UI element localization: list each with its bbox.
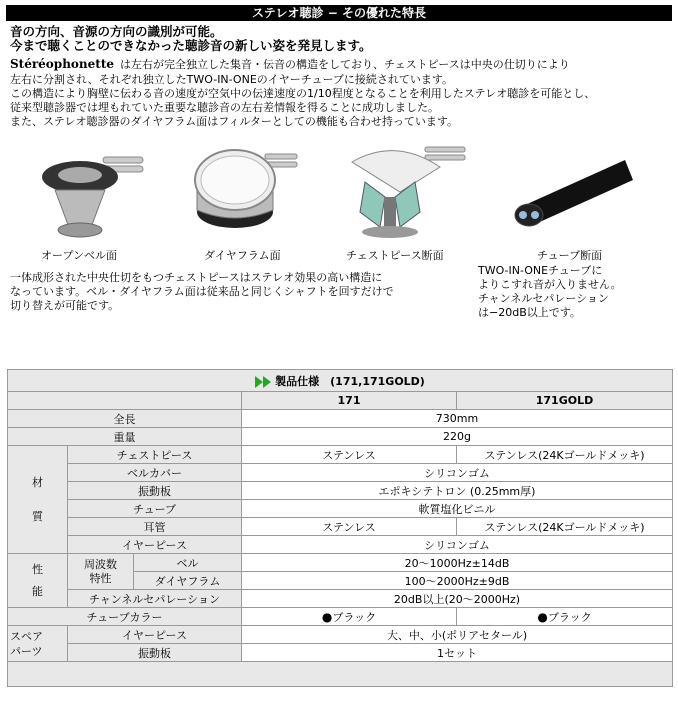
spec-title xyxy=(8,370,673,392)
earpiece-label: イヤーピース xyxy=(68,536,242,554)
weight-value: 220g xyxy=(242,428,673,446)
col-171gold: 171GOLD xyxy=(457,392,673,410)
note-left-2: なっています。ベル・ダイヤフラム面は従来品と同じくシャフトを回すだけで xyxy=(10,285,394,298)
caption-open-bell: オープンベル面 xyxy=(41,249,118,262)
performance-group-label: 性 能 xyxy=(8,554,68,608)
header-blank xyxy=(8,392,242,410)
paragraph-line-4: 従来型聴診器では埋もれていた重要な聴診音の左右差情報を得ることに成功しました。 xyxy=(10,101,439,114)
paragraph-line-3: この構造により胸壁に伝わる音の速度が空気中の伝達速度の1/10程度となることを利用したステレオ聴診を可能とし、 xyxy=(10,87,596,100)
tube-value: 軟質塩化ビニル xyxy=(242,500,673,518)
length-value: 730mm xyxy=(242,410,673,428)
double-arrow-icon xyxy=(255,376,273,388)
separation-label: チャンネルセパレーション xyxy=(68,590,242,608)
black-dot-icon: ● xyxy=(537,609,548,624)
spare-parts-group-label: スペア パーツ xyxy=(8,626,68,662)
material-group-label: 材 質 xyxy=(8,446,68,554)
caption-tube: チューブ断面 xyxy=(537,249,603,262)
tubecolor-label: チューブカラー xyxy=(8,608,242,626)
chestpiece-label: チェストピース xyxy=(68,446,242,464)
diaphragm-freq-value: 100〜2000Hz±9dB xyxy=(242,572,673,590)
tube-label: チューブ xyxy=(68,500,242,518)
diaphragm-freq-label: ダイヤフラム xyxy=(134,572,242,590)
bell-freq-value: 20〜1000Hz±14dB xyxy=(242,554,673,572)
col-171: 171 xyxy=(242,392,457,410)
note-right-2: よりこすれ音が入りません。 xyxy=(478,278,622,291)
tubecolor-gold: ●ブラック xyxy=(457,608,673,626)
black-dot-icon: ● xyxy=(321,609,333,624)
note-right-3: チャンネルセパレーション xyxy=(478,292,609,305)
frequency-label: 周波数 特性 xyxy=(68,554,134,590)
note-right-4: は−20dB以上です。 xyxy=(478,306,581,319)
diaphragm-label: 振動板 xyxy=(68,482,242,500)
paragraph-line-5: また、ステレオ聴診器のダイヤフラム面はフィルターとしての機能も合わせ持っています。 xyxy=(10,115,459,128)
spare-diaphragm-value: 1セット xyxy=(242,644,673,662)
eartube-171: ステンレス xyxy=(242,518,457,536)
paragraph-line-1 xyxy=(10,57,570,72)
caption-cross-section: チェストピース断面 xyxy=(346,249,444,262)
paragraph-line-2: 左右に分割され、それぞれ独立したTWO-IN-ONEのイヤーチューブに接続されています。 xyxy=(10,73,454,86)
table-footer xyxy=(8,662,673,687)
section-banner: ステレオ聴診 − その優れた特長 xyxy=(6,5,672,21)
chestpiece-cross-section-icon xyxy=(340,142,470,242)
tubecolor-171: ●ブラック xyxy=(242,608,457,626)
separation-value: 20dB以上(20〜2000Hz) xyxy=(242,590,673,608)
spare-earpiece-value: 大、中、小(ポリアセタール) xyxy=(242,626,673,644)
eartube-gold: ステンレス(24Kゴールドメッキ) xyxy=(457,518,673,536)
spec-title-text: 製品仕様 (171,171GOLD) xyxy=(275,374,425,388)
headline-2: 今まで聴くことのできなかった聴診音の新しい姿を発見します。 xyxy=(10,38,372,53)
brand-name: Stéréophonette xyxy=(10,57,115,71)
bell-freq-label: ベル xyxy=(134,554,242,572)
tube-cross-section-icon xyxy=(505,150,635,240)
note-right-1: TWO-IN-ONEチューブに xyxy=(478,264,603,277)
eartube-label: 耳管 xyxy=(68,518,242,536)
spec-table xyxy=(7,369,673,687)
bellcover-value: シリコンゴム xyxy=(242,464,673,482)
bellcover-label: ベルカバー xyxy=(68,464,242,482)
diaphragm-chestpiece-icon xyxy=(180,142,300,242)
earpiece-value: シリコンゴム xyxy=(242,536,673,554)
caption-diaphragm: ダイヤフラム面 xyxy=(204,249,281,262)
spare-diaphragm-label: 振動板 xyxy=(68,644,242,662)
diaphragm-value: エポキシテトロン (0.25mm厚) xyxy=(242,482,673,500)
open-bell-chestpiece-icon xyxy=(25,142,145,242)
paragraph-text: は左右が完全独立した集音・伝音の構造をしており、チェストピースは中央の仕切りにより xyxy=(120,58,570,71)
weight-label: 重量 xyxy=(8,428,242,446)
headline-1: 音の方向、音源の方向の識別が可能。 xyxy=(10,24,223,39)
note-left-1: 一体成形された中央仕切をもつチェストピースはステレオ効果の高い構造に xyxy=(10,271,383,284)
chestpiece-gold: ステンレス(24Kゴールドメッキ) xyxy=(457,446,673,464)
chestpiece-171: ステンレス xyxy=(242,446,457,464)
spare-earpiece-label: イヤーピース xyxy=(68,626,242,644)
length-label: 全長 xyxy=(8,410,242,428)
note-left-3: 切り替えが可能です。 xyxy=(10,299,120,312)
